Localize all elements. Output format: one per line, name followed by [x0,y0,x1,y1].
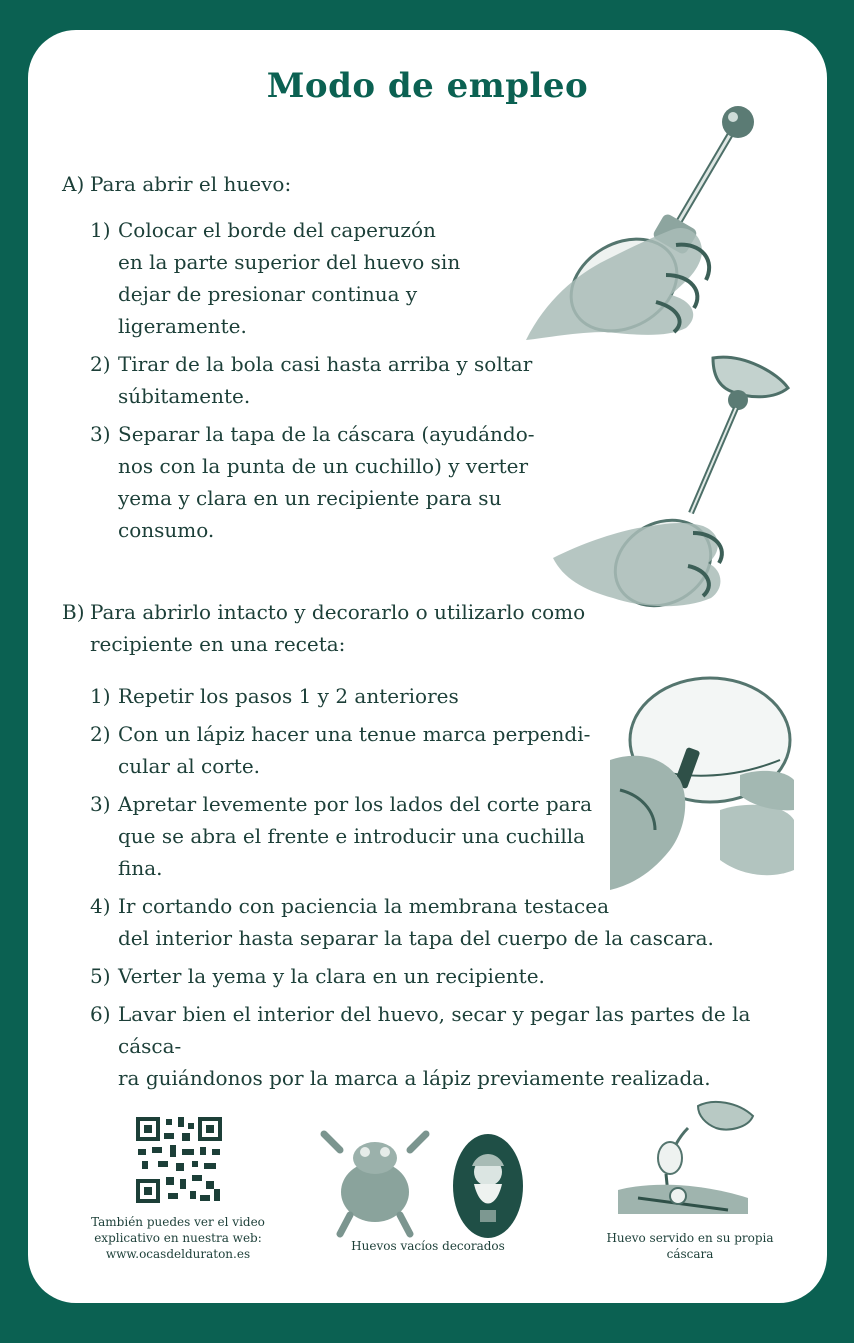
served-egg-caption [590,1230,790,1262]
step-number: 3) [90,792,111,816]
step-line: dejar de presionar continua y [118,282,418,306]
opening-shell-illustration [543,348,803,620]
step-number: 2) [90,352,111,376]
caption-line: explicativo en nuestra web: [94,1231,262,1245]
decorated-santa-egg-illustration [450,1126,526,1242]
served-egg-illustration [608,1098,758,1222]
step-number: 1) [90,218,111,242]
step-number: 3) [90,422,111,446]
caption-line: Huevo servido en su propia [606,1231,774,1245]
step-line: Tirar de la bola casi hasta arriba y soltar [118,352,533,376]
step-line: súbitamente. [118,384,251,408]
caption-line: Huevos vacíos decorados [351,1239,505,1253]
step-line: Con un lápiz hacer una tenue marca perpendi- [118,722,591,746]
section-a-label: A) [62,172,85,196]
decorated-frog-egg-illustration [320,1130,430,1238]
website-link[interactable]: www.ocasdelduraton.es [105,1247,251,1261]
step-line: yema y clara en un recipiente para su [118,486,502,510]
section-a-heading-text: Para abrir el huevo: [90,172,292,196]
step-number: 6) [90,1002,111,1026]
step-line: Repetir los pasos 1 y 2 anteriores [118,684,459,708]
step-line: consumo. [118,518,215,542]
section-a-heading [62,168,291,200]
step-line: Ir cortando con paciencia la membrana testacea [118,894,610,918]
step-line: que se abra el frente e introducir una cuchilla [118,824,586,848]
instruction-card [28,30,827,1303]
step-line: en la parte superior del huevo sin [118,250,461,274]
caption-line: cáscara [666,1247,714,1261]
step-number: 2) [90,722,111,746]
step-number: 5) [90,964,111,988]
section-b-heading-text: Para abrirlo intacto y decorarlo o utilizarlo como [90,600,586,624]
step-line: fina. [118,856,163,880]
section-a-step [90,418,560,546]
section-b-label: B) [62,600,85,624]
caption-line: También puedes ver el video [91,1215,265,1229]
step-number: 1) [90,684,111,708]
step-line: Lavar bien el interior del huevo, secar y pegar las partes de la cásca- [118,1002,751,1058]
hand-with-egg-opener-illustration [506,70,786,340]
section-b-heading-text: recipiente en una receta: [90,632,346,656]
step-line: del interior hasta separar la tapa del cuerpo de la cascara. [118,926,714,950]
step-line: cular al corte. [118,754,261,778]
step-line: ra guiándonos por la marca a lápiz previamente realizada. [118,1066,711,1090]
section-b-heading [62,596,585,660]
step-line: Apretar levemente por los lados del corte para [118,792,593,816]
step-line: Verter la yema y la clara en un recipiente. [118,964,545,988]
step-line: ligeramente. [118,314,247,338]
section-a-step [90,214,560,342]
cutting-egg-illustration [610,670,794,900]
step-number: 4) [90,894,111,918]
page-title: Modo de empleo [266,66,589,106]
qr-caption [68,1214,288,1262]
section-b-step [90,998,810,1094]
section-a-steps [90,214,560,552]
decorated-eggs-caption [328,1238,528,1254]
step-line: nos con la punta de un cuchillo) y verter [118,454,529,478]
qr-code-icon[interactable] [134,1115,224,1205]
step-line: Colocar el borde del caperuzón [118,218,436,242]
section-a-step [90,348,560,412]
section-b-step [90,960,810,992]
step-line: Separar la tapa de la cáscara (ayudándo- [118,422,535,446]
